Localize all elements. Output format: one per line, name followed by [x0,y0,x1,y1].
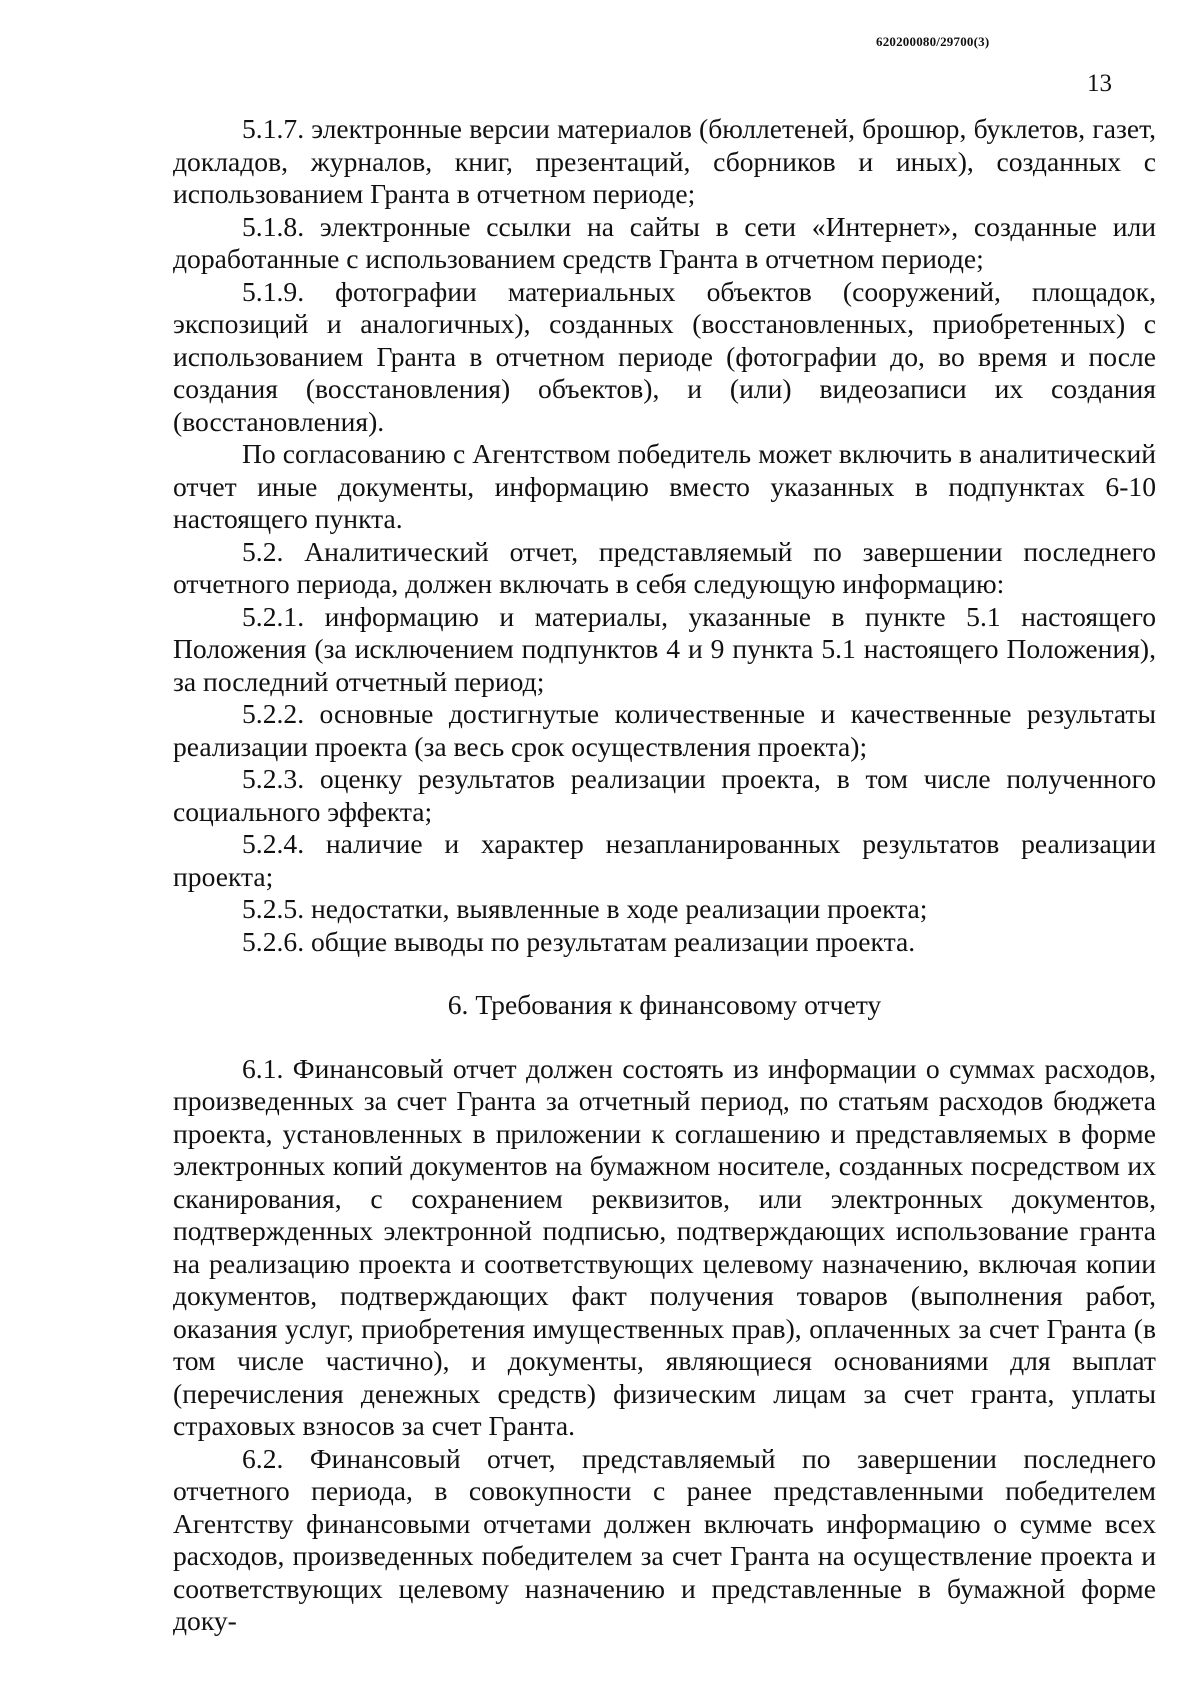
document-body [173,113,1156,1638]
paragraph-5-2-3: 5.2.3. оценку результатов реализации проекта, в том числе полученного социального эффекта; [173,763,1156,827]
section-heading: 6. Требования к финансовому отчету [447,989,882,1020]
paragraph-5-2-1: 5.2.1. информацию и материалы, указанные в пункте 5.1 настоящего Положения (за исключением подпунктов 4 и 9 пункта 5.1 настоящего Положения), за последний отчетный период; [173,600,1156,697]
document-code: 620200080/29700(3) [876,34,990,49]
paragraph-5-2-6: 5.2.6. общие выводы по результатам реализации проекта. [242,925,916,957]
paragraph-5-2-5: 5.2.5. недостатки, выявленные в ходе реализации проекта; [242,893,928,924]
paragraph-6-2: 6.2. Финансовый отчет, представляемый по завершении последнего отчетного периода, в совокупности с ранее представленными победителем Агентству финансовыми отчетами должен включать информацию о сумме всех расходов, произведенных победителем за счет Гранта на осуществление проекта и соответствующих целевому назначению и представленные в бумажной форме доку- [173,1442,1156,1636]
paragraph-5-1-7: 5.1.7. электронные версии материалов (бюллетеней, брошюр, буклетов, газет, докладов, журналов, книг, презентаций, сборников и иных), созданных с использованием Гранта в отчетном периоде; [173,113,1156,209]
page-number: 13 [1087,70,1112,97]
paragraph-6-1: 6.1. Финансовый отчет должен состоять из информации о суммах расходов, произведенных за счет Гранта за отчетный период, по статьям расходов бюджета проекта, установленных в приложении к соглашению и представляемых в форме электронных копий документов на бумажном носителе, созданных посредством их сканирования, с сохранением реквизитов, или электронных документов, подтвержденных электронной подписью, подтверждающих использование гранта на реализацию проекта и соответствующих целевому назначению, включая копии документов, подтверждающих факт получения товаров (выполнения работ, оказания услуг, приобретения имущественных прав), оплаченных за счет Гранта (в том числе частично), и документы, являющиеся основаниями для выплат (перечисления денежных средств) физическим лицам за счет гранта, уплаты страховых взносов за счет Гранта. [173,1052,1156,1441]
paragraph-5-1-8: 5.1.8. электронные ссылки на сайты в сети «Интернет», созданные или доработанные с использованием средств Гранта в отчетном периоде; [173,210,1156,274]
paragraph-5-2-2: 5.2.2. основные достигнутые количественные и качественные результаты реализации проекта (за весь срок осуществления проекта); [173,698,1156,762]
paragraph-5-2: 5.2. Аналитический отчет, представляемый по завершении последнего отчетного периода, должен включать в себя следующую информацию: [173,535,1156,599]
paragraph-agreement-note: По согласованию с Агентством победитель может включить в аналитический отчет иные документы, информацию вместо указанных в подпунктах 6-10 настоящего пункта. [173,438,1156,534]
paragraph-5-2-4: 5.2.4. наличие и характер незапланированных результатов реализации проекта; [173,828,1156,892]
paragraph-5-1-9: 5.1.9. фотографии материальных объектов (сооружений, площадок, экспозиций и аналогичных), созданных (восстановленных, приобретенных) с использованием Гранта в отчетном периоде (фотографии до, во время и после создания (восстановления) объектов), и (или) видеозаписи их создания (восстановления). [173,275,1156,437]
